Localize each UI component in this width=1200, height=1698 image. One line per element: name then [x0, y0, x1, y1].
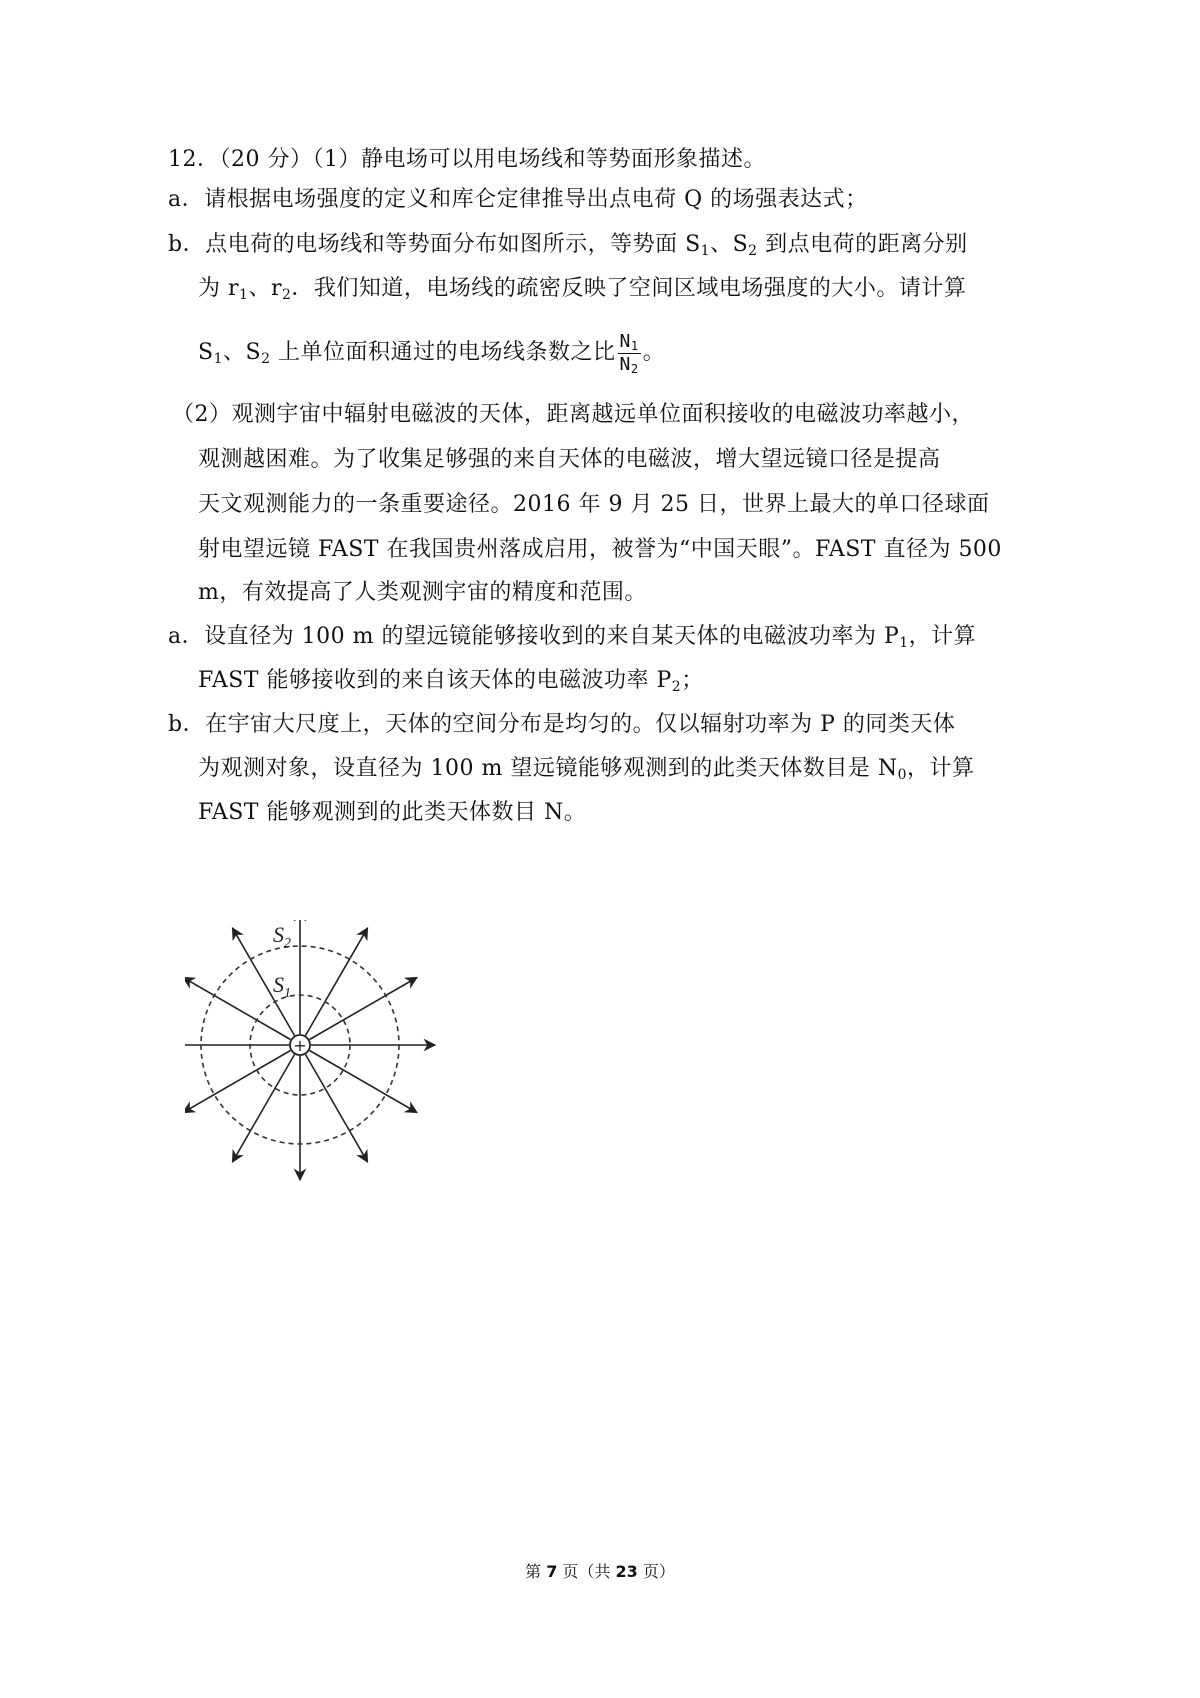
- part2-b-line3: [198, 798, 586, 828]
- label-s1-sub: 1: [284, 986, 291, 1001]
- subscript: 1: [213, 351, 223, 367]
- subscript: 1: [239, 287, 249, 303]
- fraction-denominator: [618, 354, 641, 376]
- part1-a-text: a．请根据电场强度的定义和库仑定律推导出点电荷 Q 的场强表达式；: [168, 187, 868, 212]
- charge-sign: +: [293, 1036, 307, 1055]
- problem-header-text: 12．（20 分）（1）静电场可以用电场线和等势面形象描述。: [168, 147, 766, 172]
- label-s1: [273, 972, 291, 1001]
- text-seg: 为观测对象，设直径为 100 m 望远镜能够观测到的此类天体数目是 N: [198, 756, 898, 781]
- label-s2-sub: 2: [284, 936, 291, 951]
- field-lines-group: [185, 920, 435, 1180]
- text-seg: ；: [681, 668, 704, 693]
- text-seg: 射电望远镜 FAST 在我国贵州落成启用，被誉为“中国天眼”。FAST 直径为 500: [198, 537, 1002, 562]
- fraction-numerator: [618, 331, 641, 354]
- subscript: 2: [261, 351, 271, 367]
- text-seg: N: [619, 353, 631, 375]
- text-seg: FAST 能够观测到的此类天体数目 N。: [198, 800, 587, 825]
- part1-b-line2: [198, 274, 966, 304]
- label-s1-letter: S: [273, 972, 284, 997]
- text-seg: N: [619, 330, 631, 352]
- field-line-arrow: [306, 928, 368, 1035]
- part2-a-line2: [198, 666, 704, 696]
- text-seg: m，有效提高了人类观测宇宙的精度和范围。: [198, 580, 647, 605]
- field-line-arrow: [306, 1055, 368, 1162]
- part1-b-line1: [168, 230, 968, 260]
- part2-intro-line4: [198, 535, 1002, 565]
- text-seg: ，计算: [907, 756, 975, 781]
- part2-intro-line5: [198, 578, 647, 608]
- label-s2-letter: S: [273, 922, 284, 947]
- footer-text: 页（共: [557, 1562, 616, 1581]
- field-line-diagram: [185, 920, 475, 1210]
- text-seg: 到点电荷的距离分别: [757, 232, 968, 257]
- page-footer: [0, 1560, 1200, 1584]
- text-seg: b．点电荷的电场线和等势面分布如图所示，等势面 S: [168, 232, 701, 257]
- subscript: 1: [899, 635, 909, 651]
- text-seg: S: [198, 340, 214, 365]
- text-seg: 观测越困难。为了收集足够强的来自天体的电磁波，增大望远镜口径是提高: [198, 447, 941, 472]
- part1-a-line: [168, 185, 868, 215]
- field-line-arrow: [233, 1055, 295, 1162]
- part1-b-line3: [198, 325, 665, 381]
- subscript: 2: [281, 287, 292, 303]
- subscript: 1: [630, 338, 639, 353]
- text-seg: 为 r: [198, 276, 240, 301]
- subscript: 0: [897, 767, 907, 783]
- subscript: 2: [630, 361, 639, 376]
- part2-b-line2: [198, 754, 975, 784]
- text-seg: ．我们知道，电场线的疏密反映了空间区域电场强度的大小。请计算: [291, 276, 967, 301]
- field-line-arrow: [185, 1051, 290, 1113]
- subscript: 2: [748, 243, 758, 259]
- text-seg: 上单位面积通过的电场线条数之比: [270, 340, 616, 365]
- text-seg: 。: [642, 340, 666, 365]
- footer-page-number: 7: [546, 1562, 558, 1581]
- text-seg: 、r: [248, 276, 282, 301]
- fraction-n1-over-n2: [618, 331, 641, 376]
- part2-intro-line3: [198, 490, 989, 520]
- footer-total-pages: 23: [615, 1562, 638, 1581]
- text-seg: FAST 能够接收到的来自该天体的电磁波功率 P: [198, 668, 672, 693]
- subscript: 2: [671, 679, 682, 695]
- text-seg: a．设直径为 100 m 的望远镜能够接收到的来自某天体的电磁波功率为 P: [168, 624, 900, 649]
- field-line-arrow: [310, 1051, 417, 1113]
- part2-a-line1: [168, 622, 976, 652]
- text-seg: 、S: [223, 340, 262, 365]
- footer-text: 页）: [637, 1562, 675, 1581]
- problem-header: [168, 145, 766, 175]
- footer-text: 第: [525, 1562, 547, 1581]
- part2-intro-line2: [198, 445, 941, 475]
- field-line-arrow: [310, 978, 417, 1040]
- text-seg: 天文观测能力的一条重要途径。2016 年 9 月 25 日，世界上最大的单口径球面: [198, 492, 990, 517]
- part2-b-line1: [168, 710, 955, 740]
- label-s2: [273, 922, 291, 951]
- text-seg: （2）观测宇宙中辐射电磁波的天体，距离越远单位面积接收的电磁波功率越小，: [172, 402, 974, 427]
- text-seg: ，计算: [908, 624, 977, 649]
- subscript: 1: [700, 243, 711, 259]
- text-seg: 、S: [710, 232, 749, 257]
- part2-intro-line1: [172, 400, 974, 430]
- text-seg: b．在宇宙大尺度上，天体的空间分布是均匀的。仅以辐射功率为 P 的同类天体: [168, 712, 956, 737]
